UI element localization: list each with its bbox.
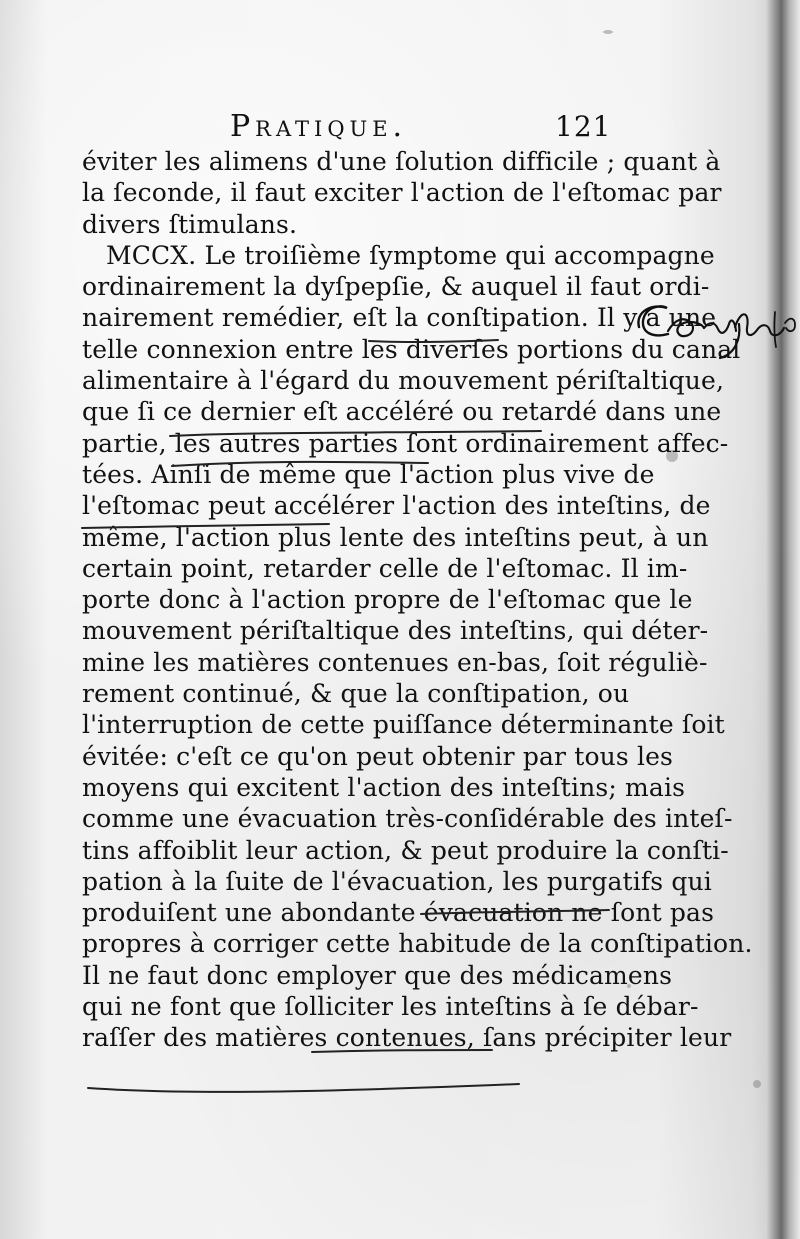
text-line: l'eſtomac peut accélérer l'action des inteſtins, de (82, 491, 711, 521)
text-line: raſſer des matières contenues, ſans précipiter leur (82, 1023, 732, 1053)
text-line: mouvement périſtaltique des inteſtins, qui déter- (82, 616, 709, 646)
running-head-title: Pratique. (230, 109, 408, 144)
paper-speck-2 (603, 30, 613, 34)
text-line: qui ne font que ſolliciter les inteſtins à ſe débar- (82, 992, 699, 1022)
text-line: rement continué, & que la conſtipation, ou (82, 679, 630, 709)
text-line: pation à la ſuite de l'évacuation, les purgatifs qui (82, 866, 712, 896)
text-line: moyens qui excitent l'action des inteſtins; mais (82, 772, 686, 802)
text-line: éviter les alimens d'une ſolution difficile ; quant à (82, 147, 721, 176)
text-line: telle connexion entre les diverſes portions du canal (82, 334, 741, 364)
text-line: évitée: c'eſt ce qu'on peut obtenir par tous les (82, 741, 674, 771)
text-line: produiſent une abondante évacuation ne ſont pas (82, 898, 715, 928)
underline-final-phrase (88, 1084, 519, 1092)
text-line: tins affoiblit leur action, & peut produire la conſti- (82, 835, 729, 865)
text-line: divers ſtimulans. (82, 209, 298, 239)
text-line: tées. Ainſi de même que l'action plus vive de (82, 459, 655, 489)
text-line: partie, les autres parties ſont ordinairement affec- (82, 428, 729, 458)
text-line: porte donc à l'action propre de l'eſtomac que le (82, 585, 693, 615)
text-line: mine les matières contenues en-bas, ſoit réguliè- (82, 647, 708, 677)
text-line: comme une évacuation très-conſidérable des inteſ- (82, 804, 733, 834)
page-number: 121 (555, 110, 612, 143)
page-spine-shadow (766, 0, 800, 1239)
text-line: Il ne faut donc employer que des médicamens (82, 960, 673, 990)
text-line: propres à corriger cette habitude de la conſtipation. (82, 929, 753, 959)
handwritten-margin-note (629, 285, 799, 365)
text-line: que ſi ce dernier eſt accéléré ou retardé dans une (82, 397, 722, 427)
paper-speck-3 (753, 1080, 761, 1088)
text-line: ordinairement la dyſpepſie, & auquel il faut ordi- (82, 272, 710, 302)
text-line: la ſeconde, il faut exciter l'action de l'eſtomac par (82, 178, 722, 208)
handwritten-margin-note-ink (629, 285, 799, 365)
text-line: nairement remédier, eſt la conſtipation. Il y a une (82, 303, 717, 333)
text-line: certain point, retarder celle de l'eſtomac. Il im- (82, 553, 688, 583)
text-line: même, l'action plus lente des inteſtins peut, à un (82, 522, 709, 552)
running-head (0, 107, 800, 147)
text-line: alimentaire à l'égard du mouvement périſtaltique, (82, 366, 725, 396)
text-line: l'interruption de cette puiſſance déterminante ſoit (82, 710, 725, 740)
main-text (82, 146, 753, 1054)
paragraph-start-line: MCCX. Le troiſième ſymptome qui accompagne (106, 240, 715, 270)
